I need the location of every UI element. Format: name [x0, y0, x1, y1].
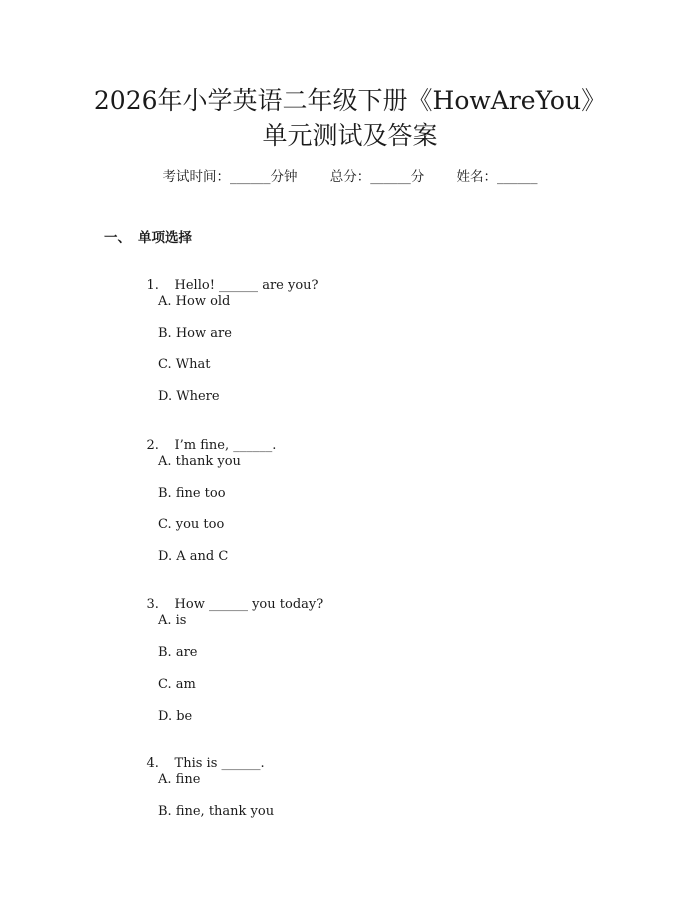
option-4b: B. fine, thank you	[158, 804, 275, 819]
option-2c: C. you too	[158, 517, 225, 532]
option-3b: B. are	[158, 645, 198, 660]
page-subtitle: 单元测试及答案	[262, 121, 438, 150]
option-1b: B. How are	[158, 326, 232, 341]
option-2b: B. fine too	[158, 486, 226, 501]
total-score-field: 总分：______分	[329, 169, 425, 185]
question-text: Hello! ______ are you?	[174, 278, 319, 293]
option-2a: A. thank you	[158, 454, 241, 469]
question-text: This is ______.	[174, 756, 265, 771]
option-1d: D. Where	[158, 389, 220, 404]
option-1a: A. How old	[158, 294, 231, 309]
page-title: 2026年小学英语二年级下册《HowAreYou》	[93, 86, 607, 115]
question-number: 3.	[146, 597, 159, 612]
question-text: I’m fine, ______.	[174, 438, 277, 453]
exam-meta	[0, 168, 700, 186]
option-3a: A. is	[158, 613, 187, 628]
section-number: 一、	[104, 230, 131, 246]
exam-time-field: 考试时间：______分钟	[162, 169, 298, 185]
student-name-field: 姓名：______	[456, 169, 538, 185]
option-2d: D. A and C	[158, 549, 229, 564]
section-heading	[104, 229, 192, 247]
question-number: 4.	[146, 756, 159, 771]
option-4a: A. fine	[158, 772, 201, 787]
question-number: 1.	[146, 278, 159, 293]
section-title: 单项选择	[138, 230, 192, 246]
option-3c: C. am	[158, 677, 196, 692]
question-text: How ______ you today?	[174, 597, 324, 612]
option-1c: C. What	[158, 357, 211, 372]
option-3d: D. be	[158, 709, 193, 724]
question-number: 2.	[146, 438, 159, 453]
